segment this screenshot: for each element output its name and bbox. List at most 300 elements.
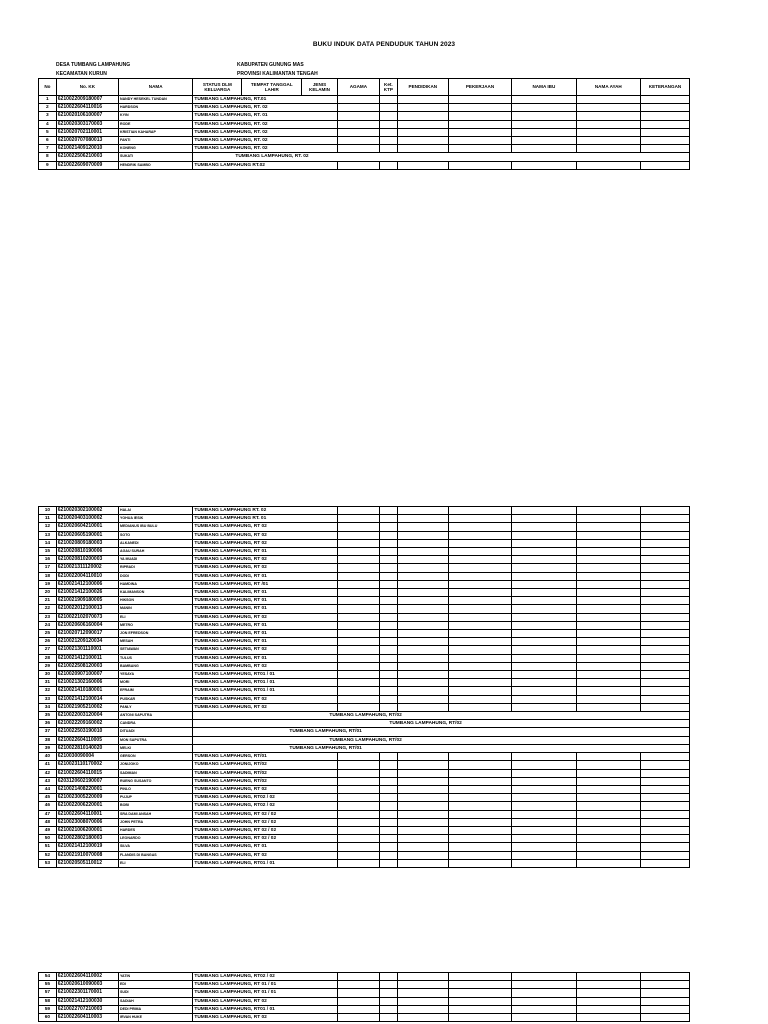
- address-cell: TUMBANG LAMPAHUNG, RT 02 / 02: [193, 826, 337, 834]
- empty-cell: [397, 589, 448, 597]
- empty-cell: [397, 997, 448, 1005]
- empty-cell: [397, 161, 448, 169]
- resident-name: KONENG: [118, 145, 192, 153]
- table-row: [39, 835, 690, 843]
- empty-cell: [448, 507, 511, 515]
- empty-cell: [641, 671, 690, 679]
- empty-cell: [576, 539, 640, 547]
- empty-cell: [641, 981, 690, 989]
- empty-cell: [397, 989, 448, 997]
- table-row: [39, 851, 690, 859]
- address-cell: TUMBANG LAMPAHUNG, RT /01: [193, 580, 337, 588]
- family-card-number: 6210021409120010: [56, 145, 118, 153]
- resident-name: EFRAIM: [118, 687, 192, 695]
- empty-cell: [576, 613, 640, 621]
- empty-cell: [641, 564, 690, 572]
- empty-cell: [337, 589, 379, 597]
- empty-cell: [448, 989, 511, 997]
- empty-cell: [380, 973, 398, 981]
- row-number: 32: [39, 687, 57, 695]
- address-cell: [193, 744, 690, 752]
- empty-cell: [397, 703, 448, 711]
- address-cell: TUMBANG LAMPAHUNG, RT 01: [193, 630, 337, 638]
- address-cell: TUMBANG LAMPAHUNG, RT01 / 01: [193, 679, 337, 687]
- empty-cell: [512, 835, 576, 843]
- resident-name: LEONARDO: [118, 835, 192, 843]
- table-row: [39, 605, 690, 613]
- resident-name: JONIJOKO: [118, 761, 192, 769]
- empty-cell: [448, 785, 511, 793]
- empty-cell: [448, 597, 511, 605]
- address-cell: TUMBANG LAMPAHUNG, RT 01: [193, 572, 337, 580]
- empty-cell: [380, 826, 398, 834]
- empty-cell: [512, 973, 576, 981]
- resident-name: YESAYA: [118, 671, 192, 679]
- family-card-number: 6210023008070006: [56, 818, 118, 826]
- row-number: 17: [39, 564, 57, 572]
- resident-name: RUENG SUSANTO: [118, 777, 192, 785]
- empty-cell: [397, 128, 448, 136]
- address-cell: TUMBANG LAMPAHUNG, RT01 / 01: [193, 1005, 337, 1013]
- empty-cell: [448, 802, 511, 810]
- empty-cell: [397, 1014, 448, 1022]
- empty-cell: [448, 973, 511, 981]
- empty-cell: [397, 548, 448, 556]
- row-number: 59: [39, 1005, 57, 1013]
- table-row: [39, 989, 690, 997]
- empty-cell: [641, 810, 690, 818]
- resident-name: SRA DAMI ANSAH: [118, 810, 192, 818]
- resident-name: MANIN: [118, 605, 192, 613]
- address-cell: TUMBANG LAMPAHUNG, RT/01: [193, 753, 337, 761]
- empty-cell: [337, 112, 379, 120]
- population-table-page-3: [38, 972, 690, 1022]
- resident-name: KRISTIAN KAHARAP: [118, 128, 192, 136]
- resident-name: METRO: [118, 621, 192, 629]
- row-number: 58: [39, 997, 57, 1005]
- family-card-number: 6210022604110016: [56, 104, 118, 112]
- table-row: [39, 818, 690, 826]
- empty-cell: [337, 654, 379, 662]
- empty-cell: [337, 835, 379, 843]
- family-card-number: 6210023110170002: [56, 761, 118, 769]
- empty-cell: [380, 621, 398, 629]
- family-card-number: 6210021412100026: [56, 589, 118, 597]
- resident-name: PUSKAR: [118, 695, 192, 703]
- empty-cell: [512, 145, 576, 153]
- empty-cell: [380, 851, 398, 859]
- table-row: [39, 785, 690, 793]
- table-row: [39, 859, 690, 867]
- empty-cell: [576, 859, 640, 867]
- column-header: Ket. KTP: [380, 79, 398, 96]
- row-number: 43: [39, 777, 57, 785]
- family-card-number: 6210022503190010: [56, 728, 118, 736]
- resident-name: PANLY: [118, 703, 192, 711]
- address-cell: TUMBANG LAMPAHUNG, RT. 02: [193, 145, 337, 153]
- row-number: 49: [39, 826, 57, 834]
- address-cell: TUMBANG LAMPAHUNG, RT. 02: [193, 104, 337, 112]
- resident-name: BAMBANG: [118, 662, 192, 670]
- address-cell: TUMBANG LAMPAHUNG, RT. 02: [193, 120, 337, 128]
- table-row: [39, 145, 690, 153]
- row-number: 41: [39, 761, 57, 769]
- family-card-number: 6210020303170003: [56, 120, 118, 128]
- empty-cell: [576, 507, 640, 515]
- empty-cell: [576, 556, 640, 564]
- empty-cell: [380, 638, 398, 646]
- family-card-number: 6210021301110001: [56, 646, 118, 654]
- family-card-number: 6210022009180007: [56, 96, 118, 104]
- address-cell: TUMBANG LAMPAHUNG, RT 01 / 01: [193, 981, 337, 989]
- family-card-number: 6210022604110002: [56, 973, 118, 981]
- row-number: 25: [39, 630, 57, 638]
- row-number: 1: [39, 96, 57, 104]
- address-cell: TUMBANG LAMPAHUNG, RT.01: [193, 96, 337, 104]
- resident-name: SILVA: [118, 843, 192, 851]
- empty-cell: [397, 630, 448, 638]
- empty-cell: [337, 997, 379, 1005]
- row-number: 2: [39, 104, 57, 112]
- empty-cell: [512, 523, 576, 531]
- family-card-number: 6210020707080013: [56, 137, 118, 145]
- empty-cell: [576, 695, 640, 703]
- family-card-number: 6210020712090017: [56, 630, 118, 638]
- empty-cell: [512, 646, 576, 654]
- resident-name: FLANDIS DI BANGAS: [118, 851, 192, 859]
- empty-cell: [337, 843, 379, 851]
- column-header: TEMPAT TANGGAL LAHIR: [242, 79, 302, 96]
- table-row: [39, 744, 690, 752]
- family-card-number: 6210020106100007: [56, 112, 118, 120]
- empty-cell: [576, 989, 640, 997]
- empty-cell: [448, 835, 511, 843]
- row-number: 6: [39, 137, 57, 145]
- empty-cell: [576, 973, 640, 981]
- row-number: 21: [39, 597, 57, 605]
- empty-cell: [641, 523, 690, 531]
- address-cell: [193, 153, 690, 161]
- empty-cell: [641, 597, 690, 605]
- family-card-number: 6210022102070073: [56, 613, 118, 621]
- empty-cell: [397, 687, 448, 695]
- empty-cell: [397, 572, 448, 580]
- address-cell: TUMBANG LAMPAHUNG, RT 02: [193, 539, 337, 547]
- address-cell: TUMBANG LAMPAHUNG, RT 02: [193, 785, 337, 793]
- empty-cell: [576, 112, 640, 120]
- family-card-number: 6210022004110010: [56, 572, 118, 580]
- column-header: No: [39, 79, 57, 96]
- empty-cell: [380, 531, 398, 539]
- family-card-number: 6210022810140020: [56, 744, 118, 752]
- family-card-number: 6210021905210002: [56, 703, 118, 711]
- table-row: [39, 128, 690, 136]
- empty-cell: [397, 556, 448, 564]
- empty-cell: [448, 621, 511, 629]
- empty-cell: [337, 761, 379, 769]
- address-cell: TUMBANG LAMPAHUNG, RT/02: [193, 769, 337, 777]
- table-row: [39, 556, 690, 564]
- family-card-number: 6210022006220001: [56, 802, 118, 810]
- family-card-number: 6210020907100007: [56, 671, 118, 679]
- address-cell: TUMBANG LAMPAHUNG, RT 02: [193, 662, 337, 670]
- empty-cell: [512, 769, 576, 777]
- empty-cell: [512, 548, 576, 556]
- empty-cell: [337, 1005, 379, 1013]
- address-cell: TUMBANG LAMPAHUNG, RT 02: [193, 695, 337, 703]
- column-header: JENIS KELAMIN: [302, 79, 338, 96]
- empty-cell: [380, 802, 398, 810]
- resident-name: ALKANEDI: [118, 539, 192, 547]
- empty-cell: [576, 835, 640, 843]
- empty-cell: [641, 539, 690, 547]
- empty-cell: [337, 613, 379, 621]
- empty-cell: [576, 104, 640, 112]
- empty-cell: [448, 580, 511, 588]
- empty-cell: [641, 679, 690, 687]
- empty-cell: [337, 679, 379, 687]
- empty-cell: [337, 785, 379, 793]
- empty-cell: [380, 785, 398, 793]
- population-table-page-1: [38, 78, 690, 170]
- address-cell: [193, 712, 690, 720]
- address-cell: TUMBANG LAMPAHUNG, RT 01: [193, 638, 337, 646]
- resident-name: HAMDINA: [118, 580, 192, 588]
- table-row: [39, 769, 690, 777]
- resident-name: SADIMAN: [118, 769, 192, 777]
- address-cell: TUMBANG LAMPAHUNG, RT01 / 01: [193, 671, 337, 679]
- empty-cell: [512, 597, 576, 605]
- address-cell: TUMBANG LAMPAHUNG RT.02: [193, 161, 337, 169]
- family-card-number: 6210020810200003: [56, 556, 118, 564]
- empty-cell: [576, 843, 640, 851]
- empty-cell: [448, 112, 511, 120]
- empty-cell: [512, 794, 576, 802]
- empty-cell: [397, 605, 448, 613]
- empty-cell: [576, 96, 640, 104]
- empty-cell: [397, 662, 448, 670]
- empty-cell: [380, 703, 398, 711]
- empty-cell: [641, 515, 690, 523]
- empty-cell: [448, 981, 511, 989]
- empty-cell: [641, 630, 690, 638]
- provinsi-label: PROVINSI KALIMANTAN TENGAH: [237, 71, 318, 77]
- empty-cell: [448, 695, 511, 703]
- empty-cell: [337, 556, 379, 564]
- empty-cell: [641, 120, 690, 128]
- resident-name: SUDI: [118, 989, 192, 997]
- empty-cell: [576, 761, 640, 769]
- table-row: [39, 621, 690, 629]
- empty-cell: [641, 703, 690, 711]
- family-card-number: 6210021412100006: [56, 580, 118, 588]
- empty-cell: [397, 137, 448, 145]
- family-card-number: 6210020403100002: [56, 515, 118, 523]
- empty-cell: [576, 531, 640, 539]
- empty-cell: [397, 671, 448, 679]
- kecamatan-label: KECAMATAN KURUN: [56, 71, 107, 77]
- resident-name: IRVAN HUKE: [118, 1014, 192, 1022]
- address-cell: TUMBANG LAMPAHUNG, RT02 / 02: [193, 794, 337, 802]
- empty-cell: [512, 843, 576, 851]
- empty-cell: [448, 145, 511, 153]
- empty-cell: [448, 859, 511, 867]
- address-cell: [193, 736, 690, 744]
- table-row: [39, 507, 690, 515]
- empty-cell: [512, 580, 576, 588]
- family-card-number: 6210022012100013: [56, 605, 118, 613]
- table-row: [39, 523, 690, 531]
- empty-cell: [337, 621, 379, 629]
- row-number: 57: [39, 989, 57, 997]
- empty-cell: [380, 572, 398, 580]
- address-cell: TUMBANG LAMPAHUNG, RT 02: [193, 523, 337, 531]
- empty-cell: [397, 851, 448, 859]
- empty-cell: [641, 843, 690, 851]
- empty-cell: [512, 818, 576, 826]
- row-number: 14: [39, 539, 57, 547]
- empty-cell: [380, 128, 398, 136]
- empty-cell: [448, 753, 511, 761]
- empty-cell: [512, 1005, 576, 1013]
- empty-cell: [576, 794, 640, 802]
- empty-cell: [512, 703, 576, 711]
- empty-cell: [576, 662, 640, 670]
- address-cell: TUMBANG LAMPAHUNG RT. 02: [193, 507, 337, 515]
- empty-cell: [337, 96, 379, 104]
- empty-cell: [512, 515, 576, 523]
- resident-name: MEDIANUS IBU BULU: [118, 523, 192, 531]
- empty-cell: [448, 638, 511, 646]
- table-row: [39, 104, 690, 112]
- empty-cell: [448, 630, 511, 638]
- empty-cell: [641, 638, 690, 646]
- empty-cell: [576, 572, 640, 580]
- empty-cell: [380, 989, 398, 997]
- empty-cell: [380, 671, 398, 679]
- empty-cell: [641, 1005, 690, 1013]
- empty-cell: [448, 572, 511, 580]
- empty-cell: [397, 646, 448, 654]
- empty-cell: [448, 794, 511, 802]
- family-card-number: 6210022003120004: [56, 712, 118, 720]
- empty-cell: [397, 695, 448, 703]
- empty-cell: [397, 753, 448, 761]
- empty-cell: [576, 679, 640, 687]
- empty-cell: [448, 539, 511, 547]
- empty-cell: [337, 859, 379, 867]
- resident-name: SETIAWAN: [118, 646, 192, 654]
- empty-cell: [512, 761, 576, 769]
- family-card-number: 6210020809180003: [56, 539, 118, 547]
- empty-cell: [576, 981, 640, 989]
- empty-cell: [512, 161, 576, 169]
- empty-cell: [576, 120, 640, 128]
- table-row: [39, 539, 690, 547]
- empty-cell: [380, 997, 398, 1005]
- family-card-number: 6210020605190001: [56, 531, 118, 539]
- row-number: 42: [39, 769, 57, 777]
- empty-cell: [641, 96, 690, 104]
- table-row: [39, 531, 690, 539]
- empty-cell: [448, 810, 511, 818]
- table-row: [39, 695, 690, 703]
- empty-cell: [380, 630, 398, 638]
- row-number: 38: [39, 736, 57, 744]
- empty-cell: [448, 769, 511, 777]
- row-number: 16: [39, 556, 57, 564]
- empty-cell: [576, 128, 640, 136]
- row-number: 4: [39, 120, 57, 128]
- resident-name: BOBI: [118, 802, 192, 810]
- empty-cell: [380, 662, 398, 670]
- empty-cell: [448, 646, 511, 654]
- table-row: [39, 137, 690, 145]
- empty-cell: [448, 671, 511, 679]
- empty-cell: [337, 515, 379, 523]
- empty-cell: [512, 564, 576, 572]
- address-cell: TUMBANG LAMPAHUNG, RT 02: [193, 564, 337, 572]
- family-card-number: 6210022301170001: [56, 989, 118, 997]
- empty-cell: [337, 794, 379, 802]
- empty-cell: [380, 843, 398, 851]
- empty-cell: [641, 859, 690, 867]
- address-cell: TUMBANG LAMPAHUNG, RT 01: [193, 654, 337, 662]
- empty-cell: [337, 572, 379, 580]
- column-header: NAMA AYAH: [576, 79, 640, 96]
- empty-cell: [380, 137, 398, 145]
- empty-cell: [337, 539, 379, 547]
- empty-cell: [380, 695, 398, 703]
- empty-cell: [512, 120, 576, 128]
- empty-cell: [380, 112, 398, 120]
- empty-cell: [397, 112, 448, 120]
- empty-cell: [397, 1005, 448, 1013]
- empty-cell: [397, 638, 448, 646]
- empty-cell: [576, 785, 640, 793]
- empty-cell: [337, 145, 379, 153]
- resident-name: JOHN PETRA: [118, 818, 192, 826]
- empty-cell: [337, 531, 379, 539]
- empty-cell: [641, 802, 690, 810]
- population-table-page-2: [38, 506, 690, 868]
- table-row: [39, 662, 690, 670]
- table-row: [39, 671, 690, 679]
- row-number: 28: [39, 654, 57, 662]
- empty-cell: [448, 654, 511, 662]
- empty-cell: [448, 531, 511, 539]
- empty-cell: [512, 572, 576, 580]
- empty-cell: [576, 597, 640, 605]
- empty-cell: [641, 589, 690, 597]
- row-number: 22: [39, 605, 57, 613]
- empty-cell: [397, 826, 448, 834]
- column-header: KETERANGAN: [641, 79, 690, 96]
- empty-cell: [337, 695, 379, 703]
- family-card-number: 6210022604110001: [56, 810, 118, 818]
- address-cell: TUMBANG LAMPAHUNG, RT 01: [193, 621, 337, 629]
- empty-cell: [512, 654, 576, 662]
- address-text: TUMBANG LAMPAHUNG, RT/01: [289, 745, 362, 751]
- address-cell: TUMBANG LAMPAHUNG, RT 01: [193, 597, 337, 605]
- row-number: 48: [39, 818, 57, 826]
- address-text: TUMBANG LAMPAHUNG, RT/01: [289, 729, 362, 735]
- empty-cell: [337, 523, 379, 531]
- address-cell: TUMBANG LAMPAHUNG, RT02 / 02: [193, 973, 337, 981]
- empty-cell: [380, 96, 398, 104]
- empty-cell: [397, 835, 448, 843]
- empty-cell: [576, 515, 640, 523]
